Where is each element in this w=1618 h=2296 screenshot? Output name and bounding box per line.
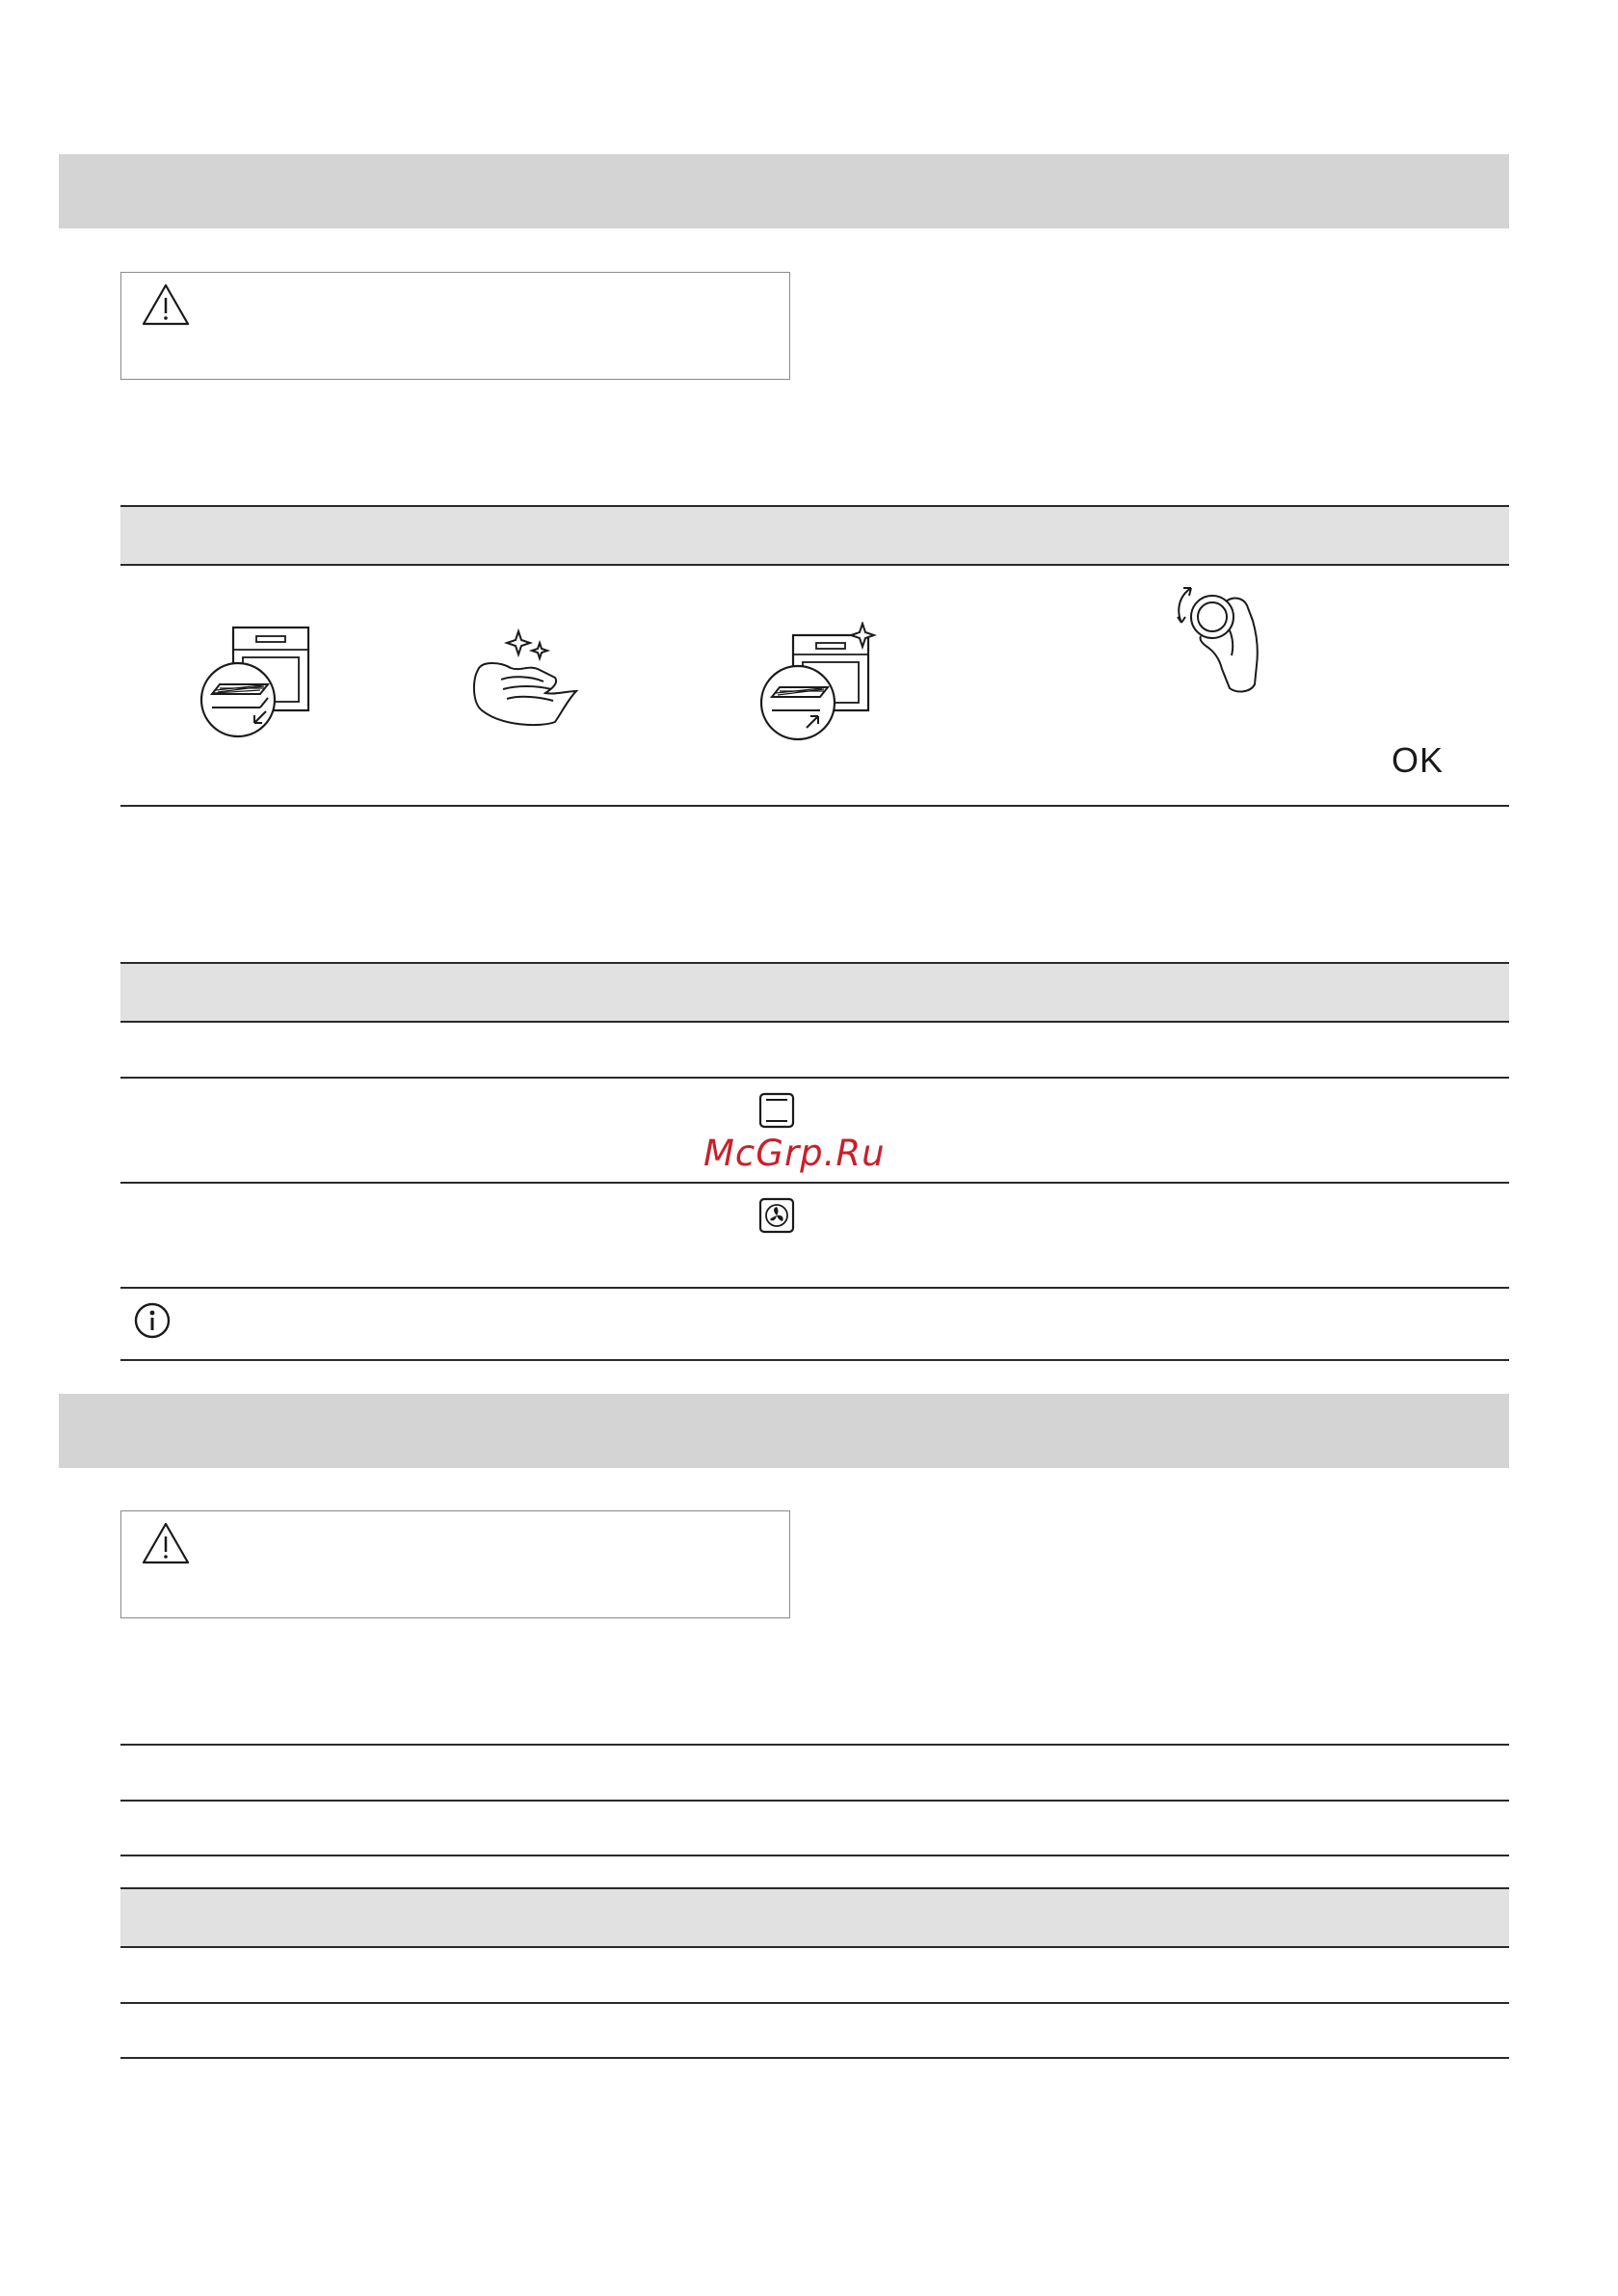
modes-table-row-rule-2 [120,1182,1509,1184]
steps-table-bottom-rule [120,805,1509,807]
remove-shelf-oven-icon [197,625,312,740]
steps-table-header [120,507,1509,564]
turn-knob-hand-icon [1166,576,1282,702]
table-3-row-rule [120,1800,1509,1802]
steps-table-header-rule [120,564,1509,566]
warning-triangle-icon [141,1521,191,1565]
table-4-header [120,1889,1509,1946]
modes-table-header-rule [120,1021,1509,1023]
modes-table-header [120,964,1509,1021]
warning-box-1 [120,272,790,380]
conventional-heat-icon [758,1092,795,1129]
table-3-top-rule [120,1744,1509,1746]
table-4-header-rule [120,1946,1509,1948]
table-3-bottom-rule [120,1855,1509,1856]
section-header-bar-2 [59,1394,1509,1468]
ok-button-label: OK [1392,740,1445,780]
modes-table-row-rule-3 [120,1287,1509,1289]
table-4-bottom-rule [120,2057,1509,2059]
warning-triangle-icon [141,282,191,327]
fan-heat-icon [758,1197,795,1234]
modes-table-row-rule-1 [120,1077,1509,1079]
table-4-row-rule [120,2002,1509,2004]
warning-box-2 [120,1510,790,1618]
watermark-text: McGrp.Ru [703,1133,886,1174]
section-header-bar-1 [59,154,1509,228]
modes-table-bottom-rule [120,1359,1509,1361]
insert-shelf-oven-icon [756,622,877,742]
info-circle-icon [133,1301,172,1340]
clean-cloth-hand-icon [463,622,588,733]
